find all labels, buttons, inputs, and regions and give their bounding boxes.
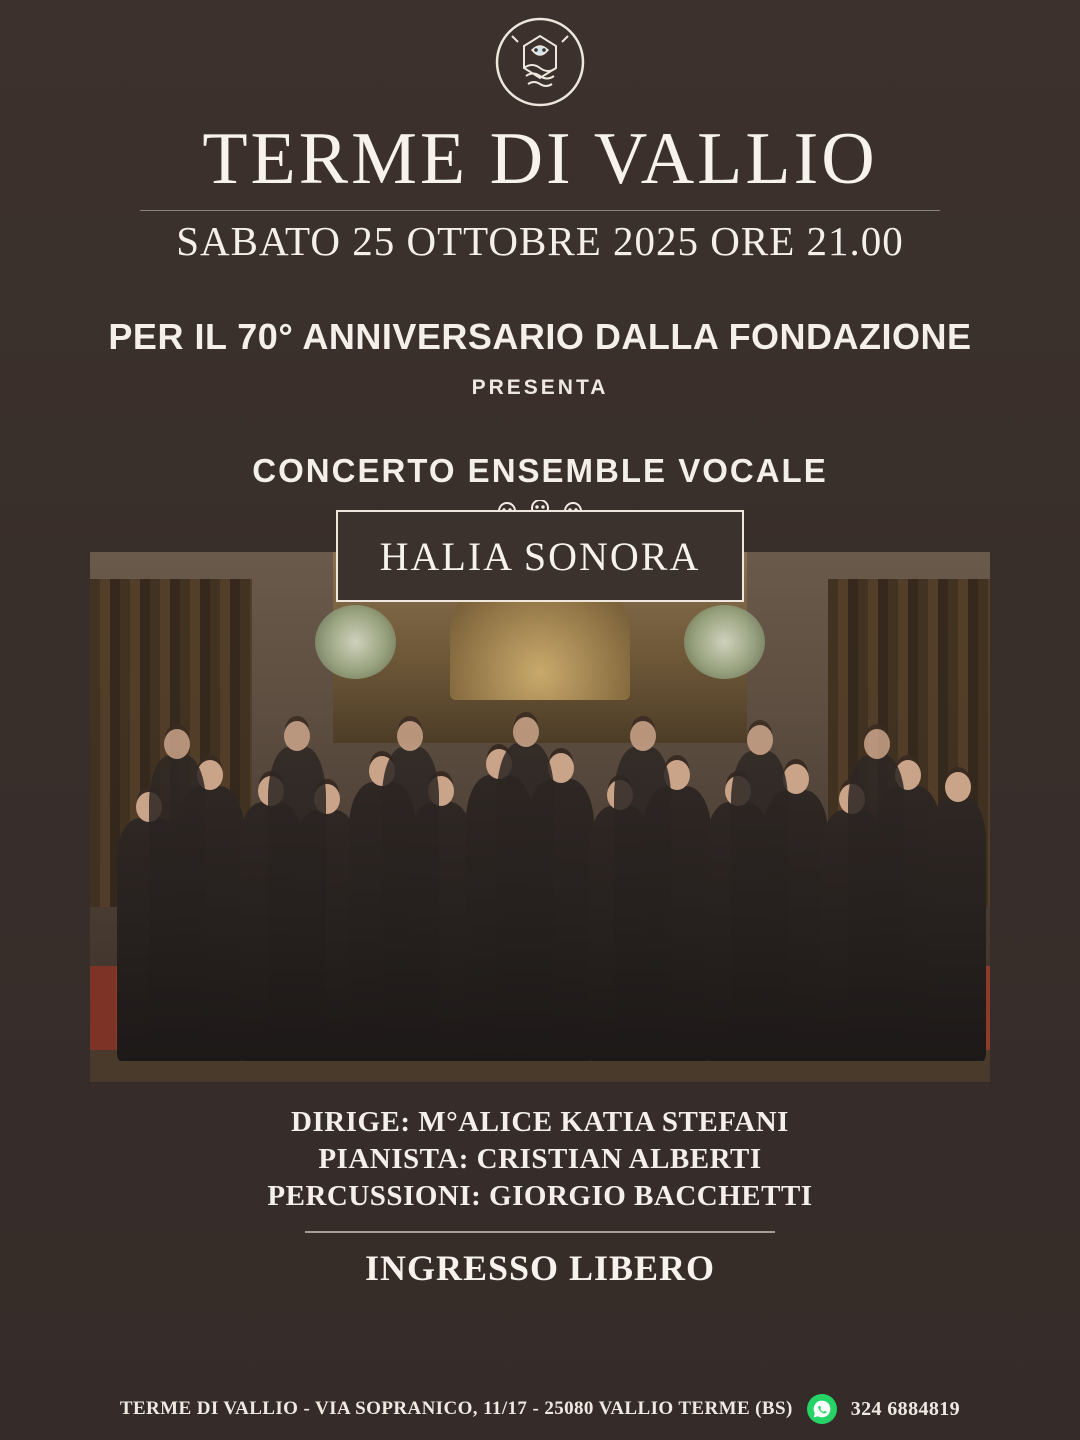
- credit-pianist: PIANISTA: CRISTIAN ALBERTI: [318, 1143, 762, 1176]
- credit-conductor: DIRIGE: M°ALICE KATIA STEFANI: [291, 1106, 789, 1139]
- anniversary-line: PER IL 70° ANNIVERSARIO DALLA FONDAZIONE: [108, 316, 972, 358]
- credit-percussion: PERCUSSIONI: GIORGIO BACCHETTI: [267, 1180, 813, 1213]
- admission-label: INGRESSO LIBERO: [364, 1248, 716, 1289]
- ensemble-name-box: [336, 510, 744, 602]
- choir-photo-area: [90, 533, 990, 1082]
- ensemble-name: HALIA SONORA: [379, 533, 701, 579]
- event-date-time: SABATO 25 OTTOBRE 2025 ORE 21.00: [176, 218, 904, 264]
- credits-block: [267, 1104, 812, 1215]
- page-title: TERME DI VALLIO: [202, 118, 878, 200]
- venue-address: TERME DI VALLIO - VIA SOPRANICO, 11/17 - 25080 VALLIO TERME (BS): [119, 1398, 793, 1419]
- title-divider: [140, 210, 940, 211]
- footer: [0, 1394, 1080, 1424]
- whatsapp-icon[interactable]: [807, 1394, 837, 1424]
- photo-scene: [90, 552, 990, 1082]
- credits-divider: [305, 1231, 775, 1233]
- event-type-label: CONCERTO ENSEMBLE VOCALE: [252, 452, 828, 490]
- presenta-label: PRESENTA: [471, 376, 609, 400]
- contact-phone[interactable]: 324 6884819: [850, 1397, 961, 1420]
- choir-members: [90, 669, 990, 1061]
- choir-group-photo: [90, 552, 990, 1082]
- spa-thermal-crest-logo-icon: [492, 14, 588, 110]
